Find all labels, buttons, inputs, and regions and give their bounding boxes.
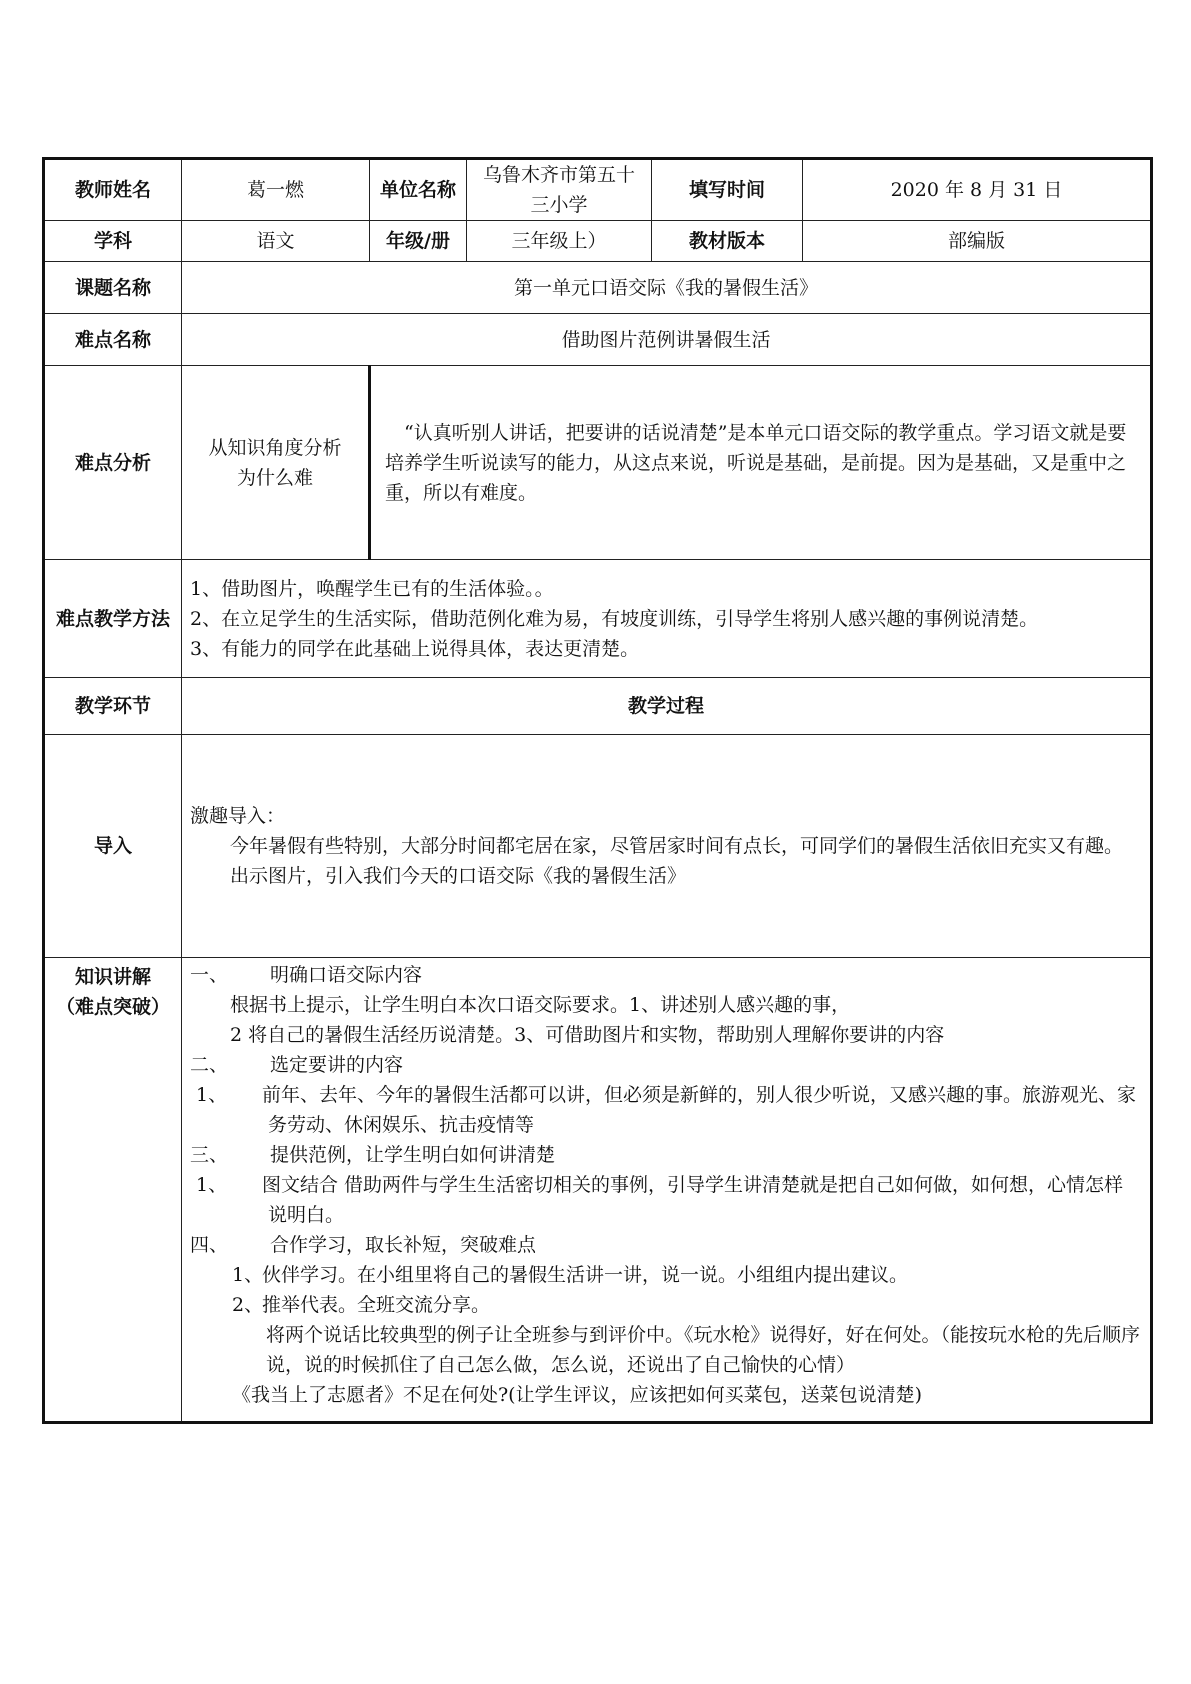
- item-number: 1、: [232, 1264, 264, 1286]
- method-item: 2、在立足学生的生活实际，借助范例化难为易，有坡度训练，引导学生将别人感兴趣的事例说清楚。: [190, 607, 1039, 630]
- edition-label: 教材版本: [652, 221, 803, 262]
- method-item: 3、有能力的同学在此基础上说得具体，表达更清楚。: [190, 637, 640, 660]
- item-number: 1、: [196, 1174, 228, 1196]
- method-label: 难点教学方法: [44, 560, 182, 678]
- edition-value: 部编版: [803, 221, 1152, 262]
- section-paragraph: 《我当上了志愿者》不足在何处?(让学生评议，应该把如何买菜包，送菜包说清楚): [232, 1384, 923, 1406]
- teacher-name-label: 教师姓名: [44, 159, 182, 221]
- difficulty-row: [44, 314, 1152, 366]
- fill-time-value: 2020 年 8 月 31 日: [803, 159, 1152, 221]
- grade-label: 年级/册: [370, 221, 467, 262]
- section-number: 四、: [190, 1234, 229, 1256]
- section-item: [190, 1170, 1142, 1230]
- intro-title: 激趣导入：: [190, 805, 286, 827]
- knowledge-content: [182, 958, 1152, 1423]
- difficulty-label: 难点名称: [44, 314, 182, 366]
- section-paragraph: 将两个说话比较典型的例子让全班参与到评价中。《玩水枪》说得好，好在何处。（能按玩水枪的先后顺序说，说的时候抓住了自己怎么做，怎么说，还说出了自己愉快的心情）: [266, 1324, 1141, 1376]
- analysis-text: [370, 366, 1152, 560]
- section-line: 根据书上提示，让学生明白本次口语交际要求。1、讲述别人感兴趣的事，: [230, 994, 851, 1016]
- analysis-label: 难点分析: [44, 366, 182, 560]
- intro-paragraph-1: 今年暑假有些特别，大部分时间都宅居在家，尽管居家时间有点长，可同学们的暑假生活依旧充实又有趣。: [230, 835, 1124, 857]
- subject-value: 语文: [182, 221, 370, 262]
- section-number: 三、: [190, 1144, 229, 1166]
- item-number: 1、: [196, 1084, 228, 1106]
- section-title: 明确口语交际内容: [270, 964, 423, 986]
- lesson-plan-table: [42, 157, 1153, 1424]
- item-text: 图文结合 借助两件与学生生活密切相关的事例，引导学生讲清楚就是把自己如何做，如何想，心情怎样说明白。: [262, 1174, 1124, 1226]
- unit-name-value: 乌鲁木齐市第五十三小学: [467, 159, 652, 221]
- section-title: 选定要讲的内容: [270, 1054, 404, 1076]
- item-number: 2、: [232, 1294, 264, 1316]
- knowledge-label-line-1: 知识讲解: [74, 966, 151, 988]
- knowledge-row: [44, 958, 1152, 1423]
- method-row: [44, 560, 1152, 678]
- fill-time-label: 填写时间: [652, 159, 803, 221]
- item-text: 前年、去年、今年的暑假生活都可以讲，但必须是新鲜的，别人很少听说，又感兴趣的事。旅游观光、家务劳动、休闲娱乐、抗击疫情等: [262, 1084, 1137, 1136]
- header-row-1: [44, 159, 1152, 221]
- teacher-name-value: 葛一燃: [182, 159, 370, 221]
- section-line: 2 将自己的暑假生活经历说清楚。3、可借助图片和实物，帮助别人理解你要讲的内容: [230, 1024, 945, 1046]
- item-text: 伙伴学习。在小组里将自己的暑假生活讲一讲，说一说。小组组内提出建议。: [262, 1264, 909, 1286]
- analysis-row: [44, 366, 1152, 560]
- intro-row: [44, 735, 1152, 958]
- item-text: 推举代表。全班交流分享。: [262, 1294, 491, 1316]
- method-item: 1、借助图片，唤醒学生已有的生活体验。。: [190, 577, 554, 600]
- topic-row: [44, 262, 1152, 314]
- knowledge-label: [44, 958, 182, 1423]
- intro-paragraph-2: 出示图片，引入我们今天的口语交际《我的暑假生活》: [230, 865, 687, 887]
- section-title: 提供范例，让学生明白如何讲清楚: [270, 1144, 556, 1166]
- analysis-sublabel: 从知识角度分析为什么难: [182, 366, 370, 560]
- unit-name-label: 单位名称: [370, 159, 467, 221]
- grade-value: 三年级上）: [467, 221, 652, 262]
- process-heading: 教学过程: [182, 678, 1152, 735]
- analysis-paragraph: “认真听别人讲话，把要讲的话说清楚”是本单元口语交际的教学重点。学习语文就是要培养学生听说读写的能力，从这点来说，听说是基础，是前提。因为是基础，又是重中之重，所以有难度。: [385, 421, 1127, 504]
- section-item: [190, 1080, 1142, 1140]
- process-section-label: 教学环节: [44, 678, 182, 735]
- header-row-2: [44, 221, 1152, 262]
- section-item: [190, 1260, 1142, 1290]
- topic-value: 第一单元口语交际《我的暑假生活》: [182, 262, 1152, 314]
- section-number: 一、: [190, 964, 229, 986]
- section-title: 合作学习，取长补短，突破难点: [270, 1234, 537, 1256]
- intro-content: [182, 735, 1152, 958]
- subject-label: 学科: [44, 221, 182, 262]
- process-header-row: [44, 678, 1152, 735]
- topic-label: 课题名称: [44, 262, 182, 314]
- section-item: [190, 1290, 1142, 1320]
- method-content: [182, 560, 1152, 678]
- intro-label: 导入: [44, 735, 182, 958]
- section-number: 二、: [190, 1054, 229, 1076]
- difficulty-value: 借助图片范例讲暑假生活: [182, 314, 1152, 366]
- knowledge-label-line-2: （难点突破）: [55, 996, 170, 1018]
